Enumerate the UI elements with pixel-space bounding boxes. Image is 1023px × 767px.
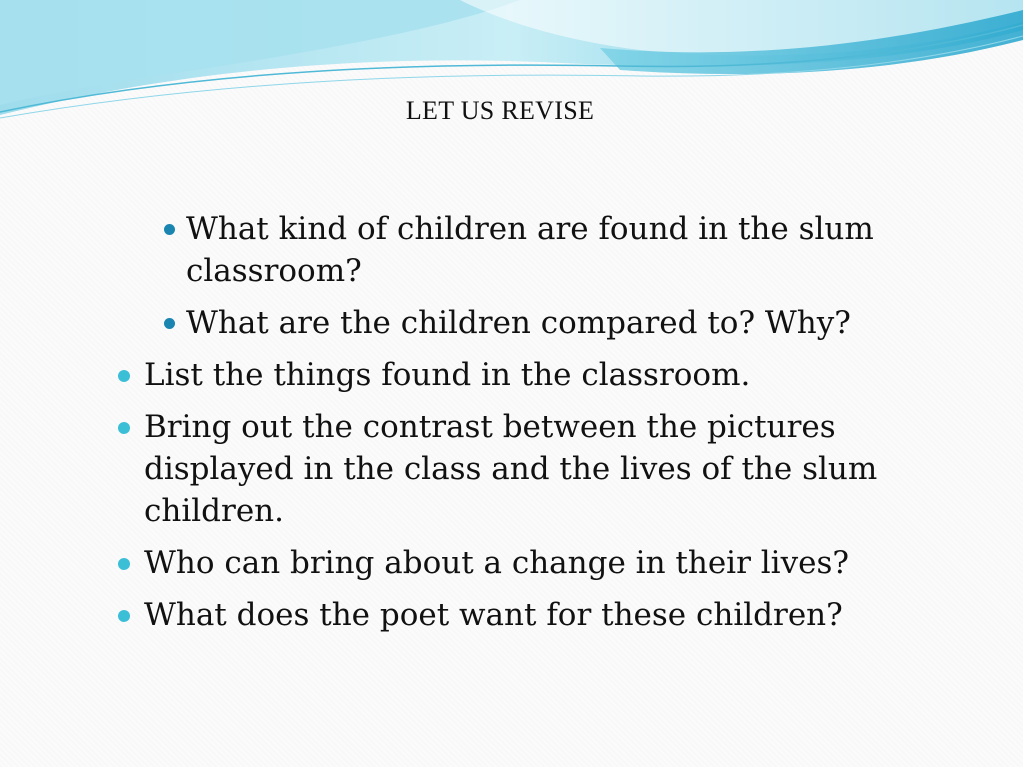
- list-item: [144, 406, 984, 532]
- list-item: [144, 354, 984, 396]
- bullet-text: List the things found in the classroom.: [144, 357, 751, 393]
- list-item: [186, 302, 906, 344]
- bullet-dot-icon: [118, 610, 130, 622]
- bullet-text: Who can bring about a change in their lives?: [144, 545, 849, 581]
- slide-title: LET US REVISE: [405, 96, 595, 125]
- list-item: [144, 542, 984, 584]
- list-item: [144, 594, 984, 636]
- bullet-text: What are the children compared to? Why?: [186, 305, 851, 341]
- sub-bullet-list: [0, 208, 1023, 344]
- bullet-dot-icon: [118, 422, 130, 434]
- slide-body: [0, 208, 1023, 646]
- bullet-text: Bring out the contrast between the pictures displayed in the class and the lives of the slum children.: [144, 409, 878, 529]
- bullet-list: [0, 354, 1023, 636]
- bullet-text: What kind of children are found in the slum classroom?: [186, 211, 874, 289]
- list-item: [186, 208, 906, 292]
- bullet-text: What does the poet want for these children?: [144, 597, 843, 633]
- bullet-dot-icon: [118, 558, 130, 570]
- bullet-dot-icon: [164, 318, 175, 329]
- bullet-dot-icon: [118, 370, 130, 382]
- bullet-dot-icon: [164, 224, 175, 235]
